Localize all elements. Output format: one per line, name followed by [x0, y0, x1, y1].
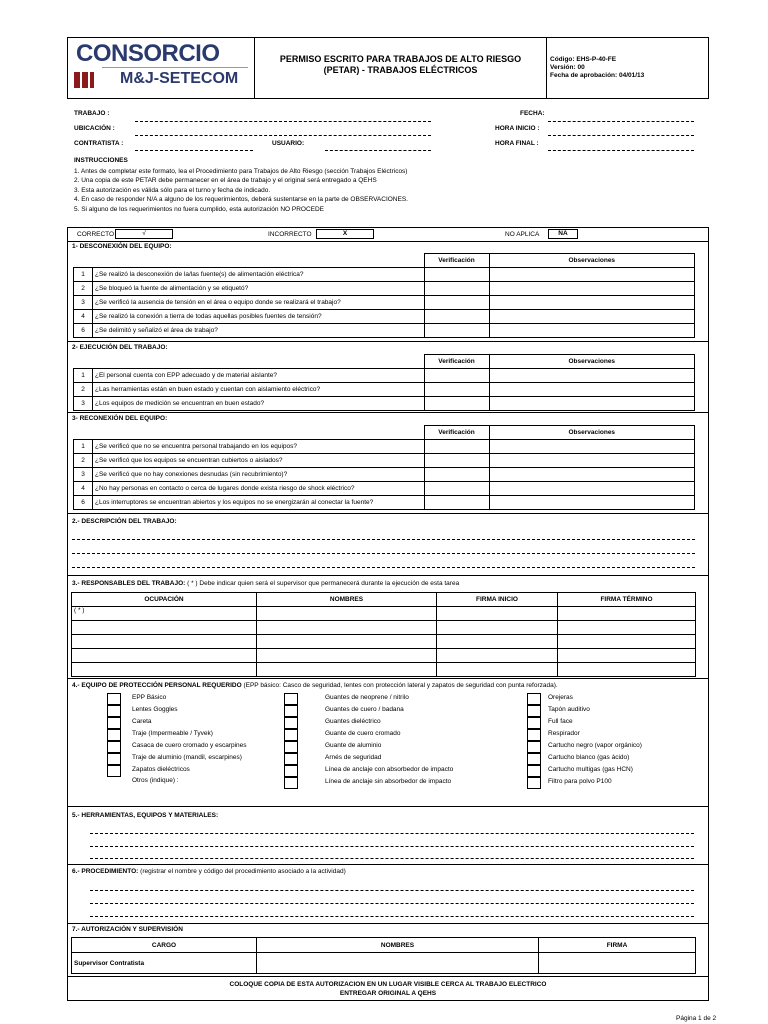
- divider: [67, 976, 709, 977]
- epp-header: [72, 682, 558, 689]
- legend-incorrecto-mark: X: [316, 229, 374, 239]
- nombres-cell[interactable]: [257, 649, 437, 663]
- ocupacion-cell[interactable]: [72, 621, 257, 635]
- instructions-title: INSTRUCCIONES: [74, 157, 128, 164]
- col-firma-inicio: FIRMA INICIO: [437, 593, 558, 607]
- epp-label: Zapatos dieléctricos: [132, 766, 190, 773]
- section1-table: [73, 253, 695, 338]
- ocupacion-cell[interactable]: ( * ): [72, 607, 257, 621]
- observation-cell[interactable]: [489, 324, 695, 338]
- ocupacion-cell[interactable]: [72, 635, 257, 649]
- row-question: ¿Se bloqueó la fuente de alimentación y se etiquetó?: [93, 282, 425, 296]
- observation-cell[interactable]: [489, 310, 695, 324]
- label-hora-final: HORA FINAL :: [495, 140, 539, 147]
- epp-label: Casaca de cuero cromado y escarpines: [132, 742, 247, 749]
- epp-label: Traje (Impermeable / Tyvek): [132, 730, 213, 737]
- firma-inicio-cell[interactable]: [437, 621, 558, 635]
- legend-no-aplica-mark: NA: [548, 229, 578, 239]
- nombres-cell[interactable]: [257, 663, 437, 677]
- row-question: ¿Los equipos de medición se encuentran en buen estado?: [93, 397, 425, 411]
- epp-label: Guantes de neoprene / nitrilo: [325, 694, 409, 701]
- table-row: [74, 482, 695, 496]
- col-nombres: NOMBRES: [257, 593, 437, 607]
- epp-label: Arnés de seguridad: [325, 754, 382, 761]
- resp-table: [71, 592, 696, 677]
- row-question: ¿Se verificó la ausencia de tensión en el área o equipo donde se realizará el trabajo?: [93, 296, 425, 310]
- col-observaciones: Observaciones: [489, 355, 695, 369]
- nombres-cell[interactable]: [257, 635, 437, 649]
- form-title: [255, 54, 546, 76]
- epp-checkbox[interactable]: [527, 777, 541, 789]
- table-header-row: [74, 355, 695, 369]
- row-question: ¿No hay personas en contacto o cerca de lugares donde exista riesgo de shock eléctrico?: [93, 482, 425, 496]
- divider: [67, 678, 709, 679]
- observation-cell[interactable]: [489, 383, 695, 397]
- epp-checkbox[interactable]: [527, 753, 541, 765]
- table-header-row: [72, 593, 696, 607]
- row-number: 1: [74, 268, 93, 282]
- section2-table: [73, 354, 695, 411]
- descr-title: 2.- DESCRIPCIÓN DEL TRABAJO:: [72, 518, 177, 525]
- legend-no-aplica: NO APLICA: [505, 231, 540, 238]
- section2-title: 2- EJECUCIÓN DEL TRABAJO:: [72, 344, 168, 351]
- col-verificacion: Verificación: [424, 254, 489, 268]
- row-question: ¿Se realizó la desconexión de la/las fuente(s) de alimentación eléctrica?: [93, 268, 425, 282]
- descr-line[interactable]: [72, 567, 695, 568]
- legend-correcto: CORRECTO: [77, 231, 115, 238]
- col-cargo: CARGO: [72, 938, 257, 953]
- label-usuario: USUARIO:: [272, 140, 305, 147]
- col-observaciones: Observaciones: [489, 254, 695, 268]
- epp-title: 4.- EQUIPO DE PROTECCIÓN PERSONAL REQUERIDO: [72, 682, 242, 689]
- observation-cell[interactable]: [489, 482, 695, 496]
- label-trabajo: TRABAJO :: [74, 110, 110, 117]
- epp-checkbox[interactable]: [284, 717, 298, 729]
- col-firma: FIRMA: [539, 938, 696, 953]
- instruction-item: 3. Esta autorización es válida sólo para el turno y fecha de indicado.: [74, 186, 271, 194]
- logo-line1: CONSORCIO: [76, 40, 220, 67]
- table-row: [74, 440, 695, 454]
- label-ubicacion: UBICACIÓN :: [74, 125, 115, 132]
- label-contratista: CONTRATISTA :: [74, 140, 124, 147]
- blank-cell: [74, 355, 93, 369]
- observation-cell[interactable]: [489, 397, 695, 411]
- epp-label: Línea de anclaje con absorbedor de impacto: [325, 766, 454, 773]
- firma-termino-cell[interactable]: [558, 663, 696, 677]
- row-question: ¿Se verificó que los equipos se encuentran cubiertos o aislados?: [93, 454, 425, 468]
- epp-checkbox[interactable]: [107, 705, 121, 717]
- firma-inicio-cell[interactable]: [437, 635, 558, 649]
- epp-checkbox[interactable]: [107, 693, 121, 705]
- resp-note: ( * ) Debe indicar quien será el supervisor que permanecerá durante la ejecución de esta tarea: [187, 580, 460, 587]
- page-number: Página 1 de 2: [676, 1015, 717, 1022]
- proc-note: (registrar el nombre y código del procedimiento asociado a la actividad): [140, 868, 346, 875]
- ubicacion-field[interactable]: [135, 135, 431, 136]
- blank-cell: [74, 426, 93, 440]
- row-number: 4: [74, 310, 93, 324]
- epp-checkbox[interactable]: [107, 753, 121, 765]
- auth-table: [71, 937, 696, 974]
- section3-title: 3- RECONEXIÓN DEL EQUIPO:: [72, 415, 168, 422]
- firma-termino-cell[interactable]: [558, 649, 696, 663]
- verification-cell[interactable]: [424, 468, 489, 482]
- proc-line[interactable]: [90, 903, 694, 904]
- row-number: 3: [74, 468, 93, 482]
- descr-line[interactable]: [72, 539, 695, 540]
- ocupacion-cell[interactable]: [72, 649, 257, 663]
- epp-checkbox[interactable]: [284, 693, 298, 705]
- fecha-field[interactable]: [548, 121, 694, 122]
- form-title-line1: PERMISO ESCRITO PARA TRABAJOS DE ALTO RIESGO: [279, 54, 522, 64]
- epp-checkbox[interactable]: [527, 729, 541, 741]
- row-number: 2: [74, 383, 93, 397]
- herr-line[interactable]: [90, 833, 694, 834]
- col-firma-termino: FIRMA TÉRMINO: [558, 593, 696, 607]
- descr-line[interactable]: [72, 553, 695, 554]
- instructions-list: [74, 167, 408, 214]
- epp-label: Lentes Goggles: [132, 706, 178, 713]
- herr-title: 5.- HERRAMIENTAS, EQUIPOS Y MATERIALES:: [72, 812, 219, 819]
- row-question: ¿Se verificó que no se encuentra personal trabajando en los equipos?: [93, 440, 425, 454]
- table-row: [72, 621, 696, 635]
- table-row: [72, 635, 696, 649]
- epp-checkbox[interactable]: [527, 705, 541, 717]
- verification-cell[interactable]: [424, 496, 489, 510]
- epp-checkbox[interactable]: [284, 729, 298, 741]
- epp-checkbox[interactable]: [284, 705, 298, 717]
- proc-title: 6.- PROCEDIMIENTO:: [72, 868, 139, 875]
- row-number: 3: [74, 296, 93, 310]
- epp-label: Respirador: [548, 730, 580, 737]
- logo-bars-icon: [74, 72, 96, 88]
- epp-label: Cartucho multigas (gas HCN): [548, 766, 633, 773]
- hora-final-field[interactable]: [548, 150, 694, 151]
- contratista-field[interactable]: [135, 150, 253, 151]
- epp-checkbox[interactable]: [527, 741, 541, 753]
- row-question: ¿Se verificó que no hay conexiones desnudas (sin recubrimiento)?: [93, 468, 425, 482]
- table-row: [74, 454, 695, 468]
- verification-cell[interactable]: [424, 310, 489, 324]
- proc-line[interactable]: [90, 890, 694, 891]
- epp-label: Guantes de cuero / badana: [325, 706, 404, 713]
- logo-rule: [102, 67, 248, 68]
- resp-header: [72, 580, 459, 587]
- table-row: [74, 268, 695, 282]
- logo: [72, 40, 250, 96]
- epp-checkbox[interactable]: [107, 741, 121, 753]
- auth-title: 7.- AUTORIZACIÓN Y SUPERVISIÓN: [72, 926, 183, 933]
- blank-cell: [93, 254, 425, 268]
- nombres-cell[interactable]: [257, 607, 437, 621]
- logo-line2: M&J-SETECOM: [120, 70, 239, 87]
- epp-checkbox[interactable]: [284, 777, 298, 789]
- footer-line2: ENTREGAR ORIGINAL A QEHS: [339, 990, 437, 997]
- observation-cell[interactable]: [489, 440, 695, 454]
- section3-table: [73, 425, 695, 510]
- nombres-cell[interactable]: [257, 621, 437, 635]
- epp-label: Cartucho negro (vapor orgánico): [548, 742, 642, 749]
- hora-inicio-field[interactable]: [548, 135, 694, 136]
- epp-checkbox[interactable]: [284, 765, 298, 777]
- table-row: [74, 397, 695, 411]
- legend-correcto-mark: √: [115, 229, 173, 239]
- row-question: ¿Se delimitó y señalizó el área de trabajo?: [93, 324, 425, 338]
- table-row: [74, 324, 695, 338]
- epp-checkbox[interactable]: [527, 717, 541, 729]
- table-row: [72, 953, 696, 974]
- divider: [67, 806, 709, 807]
- row-number: 6: [74, 496, 93, 510]
- col-nombres: NOMBRES: [257, 938, 539, 953]
- table-row: [74, 468, 695, 482]
- form-title-line2: (PETAR) - TRABAJOS ELÉCTRICOS: [323, 65, 478, 75]
- epp-checkbox[interactable]: [107, 765, 121, 777]
- label-fecha: FECHA:: [520, 110, 545, 117]
- table-row: [74, 369, 695, 383]
- row-number: 1: [74, 440, 93, 454]
- divider: [67, 923, 709, 924]
- verification-cell[interactable]: [424, 440, 489, 454]
- verification-cell[interactable]: [424, 282, 489, 296]
- epp-checkbox[interactable]: [107, 717, 121, 729]
- epp-note: (EPP básico: Casco de seguridad, lentes con protección lateral y zapatos de seguridad con punta reforzada).: [243, 682, 558, 689]
- verification-cell[interactable]: [424, 482, 489, 496]
- verification-cell[interactable]: [424, 369, 489, 383]
- blank-cell: [93, 355, 425, 369]
- epp-label: Otros (indique) :: [132, 777, 179, 784]
- verification-cell[interactable]: [424, 268, 489, 282]
- col-ocupacion: OCUPACIÓN: [72, 593, 257, 607]
- instruction-item: 2. Una copia de este PETAR debe permanecer en el área de trabajo y el original será entregado a QEHS: [74, 177, 377, 185]
- herr-line[interactable]: [90, 846, 694, 847]
- epp-label: Filtro para polvo P100: [548, 778, 612, 785]
- divider: [67, 341, 709, 342]
- doc-code: Código: EHS-P-40-FE: [550, 56, 617, 63]
- table-row: [72, 663, 696, 677]
- observation-cell[interactable]: [489, 282, 695, 296]
- row-number: 3: [74, 397, 93, 411]
- herr-line[interactable]: [90, 858, 694, 859]
- divider: [67, 864, 709, 865]
- divider: [67, 575, 709, 576]
- table-row: [74, 296, 695, 310]
- row-number: 2: [74, 454, 93, 468]
- footer-note: [67, 980, 709, 998]
- col-verificacion: Verificación: [424, 426, 489, 440]
- row-number: 2: [74, 282, 93, 296]
- divider: [67, 513, 709, 514]
- table-row: [72, 607, 696, 621]
- table-row: [74, 282, 695, 296]
- epp-checkbox[interactable]: [107, 729, 121, 741]
- firma-cell[interactable]: [539, 953, 696, 974]
- table-header-row: [74, 426, 695, 440]
- col-observaciones: Observaciones: [489, 426, 695, 440]
- epp-label: Traje de aluminio (mandil, escarpines): [132, 754, 242, 761]
- epp-label: Tapón auditivo: [548, 706, 590, 713]
- epp-label: Guante de aluminio: [325, 742, 382, 749]
- instruction-item: 4. En caso de responder N/A a alguno de los requerimientos, deberá sustentarse en la parte de OBSERVACIONES.: [74, 196, 408, 204]
- epp-checkbox[interactable]: [527, 693, 541, 705]
- blank-cell: [93, 426, 425, 440]
- observation-cell[interactable]: [489, 468, 695, 482]
- table-header-row: [72, 938, 696, 953]
- label-hora-inicio: HORA INICIO :: [495, 125, 540, 132]
- doc-approval: Fecha de aprobación: 04/01/13: [550, 72, 645, 79]
- epp-checkbox[interactable]: [527, 765, 541, 777]
- epp-label: Guantes dieléctrico: [325, 718, 381, 725]
- divider: [67, 241, 709, 242]
- row-question: ¿El personal cuenta con EPP adecuado y de material aislante?: [93, 369, 425, 383]
- observation-cell[interactable]: [489, 496, 695, 510]
- firma-termino-cell[interactable]: [558, 635, 696, 649]
- epp-label: Full face: [548, 718, 573, 725]
- proc-header: [72, 868, 346, 875]
- section1-title: 1- DESCONEXIÓN DEL EQUIPO:: [72, 243, 172, 250]
- table-row: [72, 649, 696, 663]
- row-question: ¿Se realizó la conexión a tierra de todas aquellas posibles fuentes de tensión?: [93, 310, 425, 324]
- row-number: 1: [74, 369, 93, 383]
- row-number: 4: [74, 482, 93, 496]
- epp-label: EPP Básico: [132, 694, 167, 701]
- blank-cell: [74, 254, 93, 268]
- observation-cell[interactable]: [489, 454, 695, 468]
- legend-incorrecto: INCORRECTO: [268, 231, 312, 238]
- epp-checkbox[interactable]: [284, 741, 298, 753]
- epp-label: Guante de cuero cromado: [325, 730, 401, 737]
- nombres-cell[interactable]: [257, 953, 539, 974]
- row-number: 6: [74, 324, 93, 338]
- verification-cell[interactable]: [424, 383, 489, 397]
- table-header-row: [74, 254, 695, 268]
- table-row: [74, 383, 695, 397]
- epp-label: Orejeras: [548, 694, 573, 701]
- instruction-item: 5. Si alguno de los requerimientos no fuera cumplido, esta autorización NO PROCEDE: [74, 205, 325, 213]
- proc-line[interactable]: [90, 916, 694, 917]
- verification-cell[interactable]: [424, 324, 489, 338]
- firma-inicio-cell[interactable]: [437, 663, 558, 677]
- firma-inicio-cell[interactable]: [437, 649, 558, 663]
- firma-termino-cell[interactable]: [558, 621, 696, 635]
- epp-checkbox[interactable]: [284, 753, 298, 765]
- header-divider-2: [546, 37, 547, 99]
- instruction-item: 1. Antes de completar este formato, lea el Procedimiento para Trabajos de Alto Riesgo (sección Trabajos Eléctricos): [74, 168, 408, 175]
- observation-cell[interactable]: [489, 268, 695, 282]
- trabajo-field[interactable]: [135, 121, 431, 122]
- firma-inicio-cell[interactable]: [437, 607, 558, 621]
- footer-line1: COLOQUE COPIA DE ESTA AUTORIZACION EN UN LUGAR VISIBLE CERCA AL TRABAJO ELECTRICO: [229, 981, 547, 988]
- ocupacion-cell[interactable]: [72, 663, 257, 677]
- cargo-cell: Supervisor Contratista: [72, 953, 257, 974]
- verification-cell[interactable]: [424, 296, 489, 310]
- firma-termino-cell[interactable]: [558, 607, 696, 621]
- resp-title: 3.- RESPONSABLES DEL TRABAJO:: [72, 580, 186, 587]
- doc-version: Versión: 00: [550, 64, 585, 71]
- row-question: ¿Los interruptores se encuentran abiertos y los equipos no se energizarán al conectar la fuente?: [93, 496, 425, 510]
- epp-label: Careta: [132, 718, 152, 725]
- epp-label: Línea de anclaje sin absorbedor de impacto: [325, 778, 452, 785]
- table-row: [74, 496, 695, 510]
- doc-meta: [550, 56, 644, 80]
- verification-cell[interactable]: [424, 454, 489, 468]
- verification-cell[interactable]: [424, 397, 489, 411]
- epp-label: Cartucho blanco (gas ácido): [548, 754, 630, 761]
- row-question: ¿Las herramientas están en buen estado y cuentan con aislamiento eléctrico?: [93, 383, 425, 397]
- divider: [67, 412, 709, 413]
- observation-cell[interactable]: [489, 369, 695, 383]
- observation-cell[interactable]: [489, 296, 695, 310]
- table-row: [74, 310, 695, 324]
- usuario-field[interactable]: [325, 150, 431, 151]
- col-verificacion: Verificación: [424, 355, 489, 369]
